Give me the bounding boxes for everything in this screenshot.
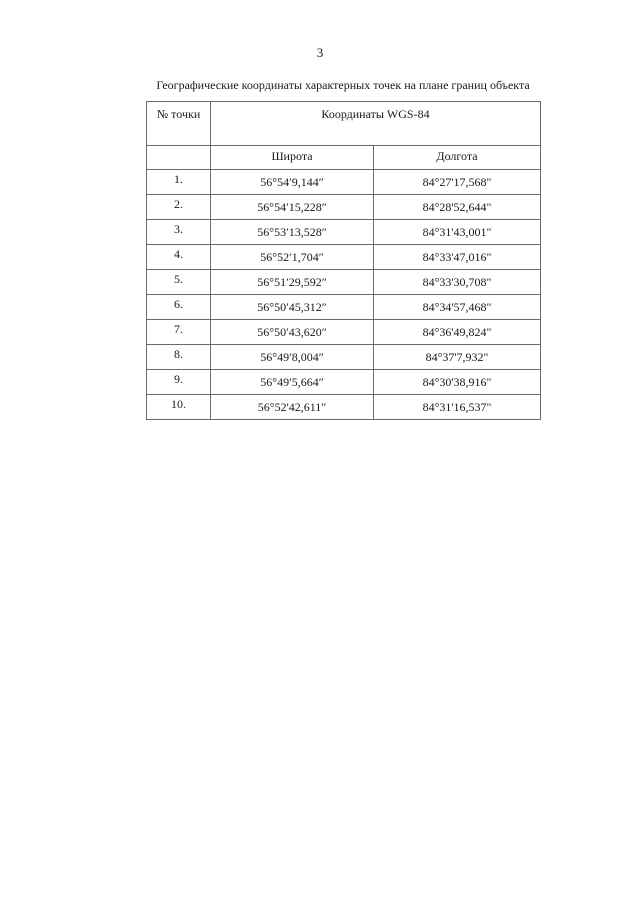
point-number-cell: 9. xyxy=(147,370,211,395)
table-header-row xyxy=(147,102,541,146)
latitude-cell: 56°50′45,312″ xyxy=(211,295,374,320)
latitude-cell: 56°53′13,528″ xyxy=(211,220,374,245)
table-row xyxy=(147,220,541,245)
point-number-cell: 10. xyxy=(147,395,211,420)
page-number: 3 xyxy=(316,45,324,60)
header-longitude: Долгота xyxy=(374,146,541,170)
coordinates-table xyxy=(146,101,541,420)
table-row xyxy=(147,195,541,220)
longitude-cell: 84°31'43,001" xyxy=(374,220,541,245)
header-point-number: № точки xyxy=(147,102,211,146)
table-row xyxy=(147,270,541,295)
table-row xyxy=(147,395,541,420)
table-row xyxy=(147,345,541,370)
latitude-cell: 56°54′15,228″ xyxy=(211,195,374,220)
longitude-cell: 84°31'16,537" xyxy=(374,395,541,420)
longitude-cell: 84°33'30,708" xyxy=(374,270,541,295)
longitude-cell: 84°28'52,644" xyxy=(374,195,541,220)
point-number-cell: 3. xyxy=(147,220,211,245)
table-row xyxy=(147,295,541,320)
table-row xyxy=(147,370,541,395)
latitude-cell: 56°49′8,004″ xyxy=(211,345,374,370)
longitude-cell: 84°30'38,916" xyxy=(374,370,541,395)
point-number-cell: 7. xyxy=(147,320,211,345)
point-number-cell: 4. xyxy=(147,245,211,270)
document-title: Географические координаты характерных точек на плане границ объекта xyxy=(156,78,530,92)
longitude-cell: 84°36'49,824" xyxy=(374,320,541,345)
table-row xyxy=(147,170,541,195)
point-number-cell: 5. xyxy=(147,270,211,295)
point-number-cell: 6. xyxy=(147,295,211,320)
latitude-cell: 56°52'42,611" xyxy=(211,395,374,420)
longitude-cell: 84°34'57,468" xyxy=(374,295,541,320)
header-empty-cell xyxy=(147,146,211,170)
latitude-cell: 56°52′1,704″ xyxy=(211,245,374,270)
latitude-cell: 56°54′9,144″ xyxy=(211,170,374,195)
table-row xyxy=(147,320,541,345)
header-latitude: Широта xyxy=(211,146,374,170)
longitude-cell: 84°27'17,568" xyxy=(374,170,541,195)
point-number-cell: 2. xyxy=(147,195,211,220)
latitude-cell: 56°49′5,664″ xyxy=(211,370,374,395)
table-row xyxy=(147,245,541,270)
longitude-cell: 84°33'47,016" xyxy=(374,245,541,270)
point-number-cell: 1. xyxy=(147,170,211,195)
table-subheader-row xyxy=(147,146,541,170)
point-number-cell: 8. xyxy=(147,345,211,370)
header-coordinate-system: Координаты WGS-84 xyxy=(211,102,541,146)
latitude-cell: 56°50′43,620″ xyxy=(211,320,374,345)
latitude-cell: 56°51′29,592″ xyxy=(211,270,374,295)
longitude-cell: 84°37'7,932" xyxy=(374,345,541,370)
